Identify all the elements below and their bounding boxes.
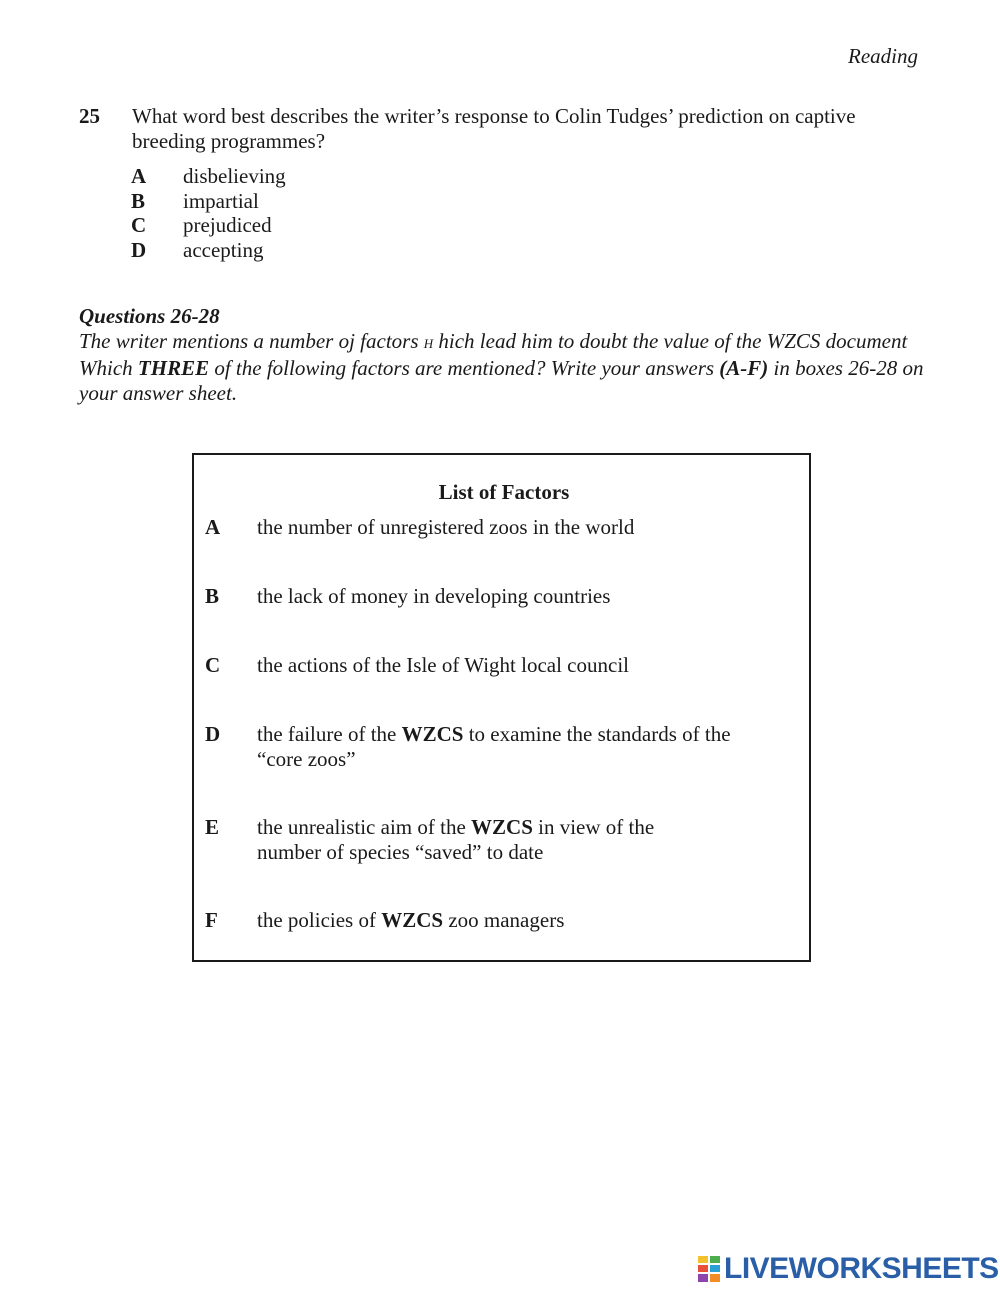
factor-e <box>205 815 795 864</box>
instruction-part: in boxes 26-28 on your answer sheet. <box>79 356 924 405</box>
option-text: disbelieving <box>183 164 286 188</box>
factor-letter: E <box>205 815 220 839</box>
option-a <box>131 164 286 189</box>
instruction-part: The writer mentions a number oj factors <box>79 328 424 353</box>
factor-text: the lack of money in developing countries <box>257 584 611 608</box>
factor-text: the number of unregistered zoos in the world <box>257 515 635 539</box>
factor-text: the actions of the Isle of Wight local council <box>257 653 629 677</box>
question-text: What word best describes the writer’s response to Colin Tudges’ prediction on captive breeding programmes? <box>132 104 856 153</box>
option-c <box>131 213 286 238</box>
factor-a <box>205 515 795 540</box>
option-text: prejudiced <box>183 213 272 237</box>
box-title: List of Factors <box>438 480 570 504</box>
section-instructions <box>79 329 939 406</box>
answer-options <box>131 164 286 262</box>
liveworksheets-logo-icon <box>697 1255 721 1283</box>
instruction-emphasis: (A-F) <box>719 356 769 380</box>
factor-letter: C <box>205 653 221 677</box>
factor-letter: B <box>205 584 220 608</box>
instruction-part: of the following factors are mentioned? Write your answers <box>209 356 720 380</box>
section-label: Reading <box>848 44 918 68</box>
option-b <box>131 189 286 214</box>
factor-letter: F <box>205 908 218 932</box>
factor-c <box>205 653 795 678</box>
option-letter: D <box>131 237 147 262</box>
question-number: 25 <box>79 104 100 128</box>
factor-b <box>205 584 795 609</box>
section-title: Questions 26-28 <box>79 304 220 328</box>
questions-26-28-section <box>79 304 939 405</box>
list-of-factors-box <box>192 453 811 962</box>
liveworksheets-logo[interactable] <box>697 1252 999 1286</box>
logo-text: LIVEWORKSHEETS <box>724 1252 999 1285</box>
instruction-small-glyph: H <box>423 335 434 351</box>
option-d <box>131 238 286 263</box>
factor-text: the policies of WZCS zoo managers <box>257 908 565 932</box>
factor-text: the failure of the WZCS to examine the standards of the “core zoos” <box>257 722 731 771</box>
factor-d <box>205 722 795 771</box>
factor-letter: D <box>205 722 221 746</box>
option-letter: B <box>131 188 146 213</box>
factor-text: the unrealistic aim of the WZCS in view of the number of species “saved” to date <box>257 815 655 864</box>
option-letter: C <box>131 213 147 237</box>
option-letter: A <box>131 164 147 188</box>
option-text: accepting <box>183 237 264 262</box>
option-text: impartial <box>183 188 259 213</box>
question-25 <box>79 104 929 154</box>
factor-f <box>205 908 795 933</box>
factor-letter: A <box>205 515 221 539</box>
instruction-part: hich lead him to doubt the value of the WZCS document Which <box>79 328 908 380</box>
instruction-emphasis: THREE <box>137 356 210 380</box>
